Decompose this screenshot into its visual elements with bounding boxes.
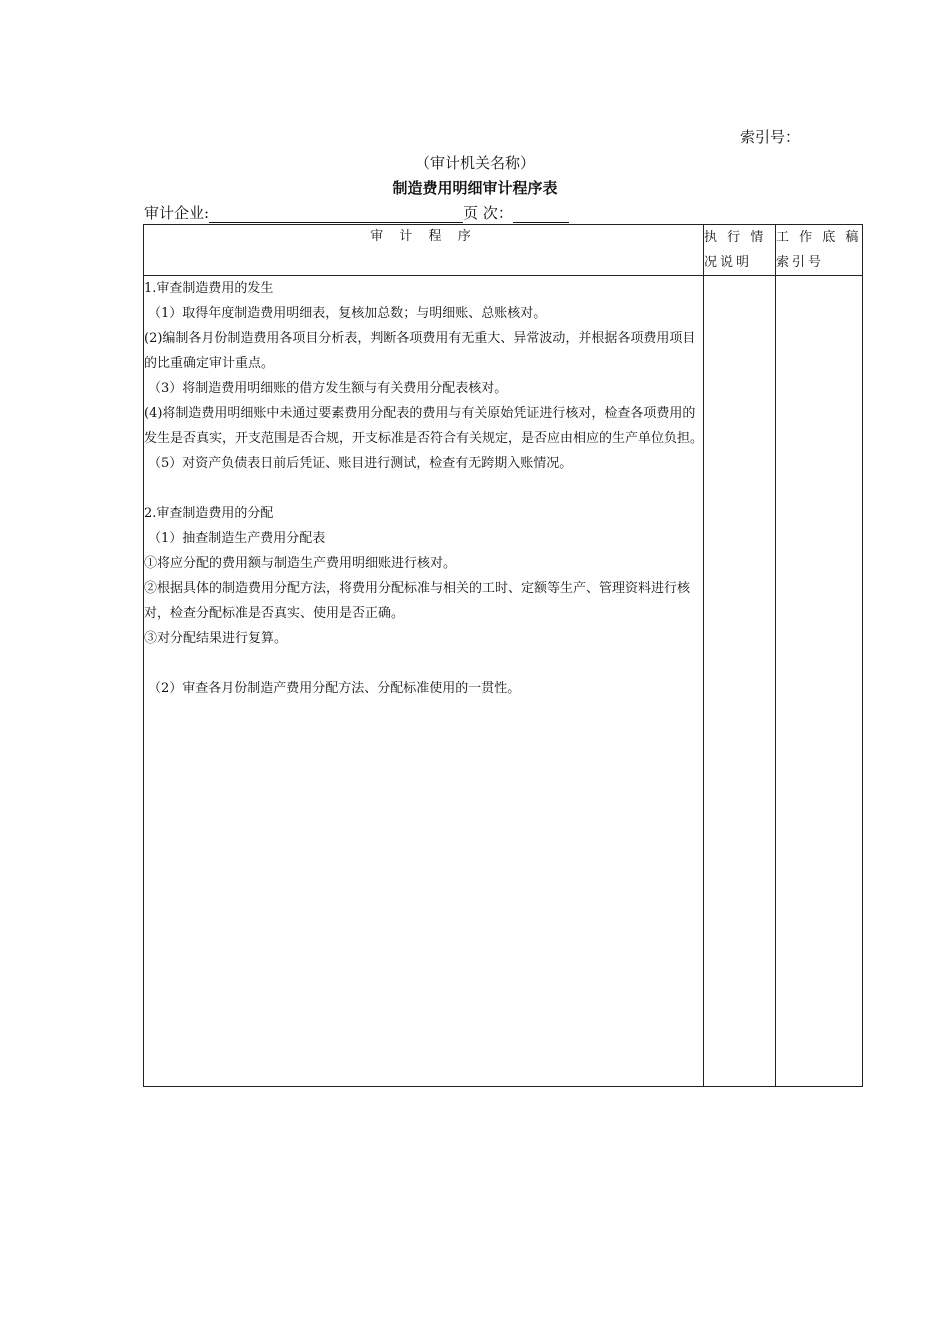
procedure-line: （2）审查各月份制造产费用分配方法、分配标准使用的一贯性。 xyxy=(148,681,521,696)
procedure-line: （1）取得年度制造费用明细表，复核加总数；与明细账、总账核对。 xyxy=(148,306,547,321)
procedure-line: （1）抽查制造生产费用分配表 xyxy=(148,531,326,546)
procedure-line: ①将应分配的费用额与制造生产费用明细账进行核对。 xyxy=(144,556,457,571)
procedure-line: (4)将制造费用明细账中未通过要素费用分配表的费用与有关原始凭证进行核对，检查各项费用的发生是否真实，开支范围是否合规，开支标准是否符合有关规定，是否应由相应的生产单位负担。 xyxy=(144,406,704,446)
header-workpaper-index: 工 作 底 稿 索引号 xyxy=(776,225,863,276)
page-field[interactable] xyxy=(513,207,569,223)
execution-notes-cell[interactable] xyxy=(704,276,776,1087)
page-title: 制造费用明细审计程序表 xyxy=(392,179,558,197)
table-header-row xyxy=(144,225,863,276)
index-number-label: 索引号： xyxy=(740,128,801,146)
company-field[interactable] xyxy=(209,207,463,223)
procedure-line: 1.审查制造费用的发生 xyxy=(144,281,274,296)
meta-line xyxy=(144,202,569,223)
audit-procedure-table xyxy=(143,224,863,1087)
header-procedure: 审 计 程 序 xyxy=(144,225,704,276)
table-row xyxy=(144,276,863,1087)
company-label: 审计企业: xyxy=(144,204,210,222)
procedure-line: ③对分配结果进行复算。 xyxy=(144,631,288,646)
procedure-line: （3）将制造费用明细账的借方发生额与有关费用分配表核对。 xyxy=(148,381,508,396)
workpaper-index-cell[interactable] xyxy=(776,276,863,1087)
audit-org-name: （审计机关名称） xyxy=(414,154,535,172)
procedure-line: ②根据具体的制造费用分配方法，将费用分配标准与相关的工时、定额等生产、管理资料进行核对，检查分配标准是否真实、使用是否正确。 xyxy=(144,581,691,621)
header-execution: 执 行 情 况说明 xyxy=(704,225,776,276)
procedure-line: （5）对资产负债表日前后凭证、账目进行测试，检查有无跨期入账情况。 xyxy=(148,456,573,471)
procedure-line: (2)编制各月份制造费用各项目分析表，判断各项费用有无重大、异常波动，并根据各项费用项目的比重确定审计重点。 xyxy=(144,331,696,371)
procedure-line: 2.审查制造费用的分配 xyxy=(144,506,274,521)
page-label: 页 次： xyxy=(463,204,513,222)
procedure-cell xyxy=(144,276,704,1087)
